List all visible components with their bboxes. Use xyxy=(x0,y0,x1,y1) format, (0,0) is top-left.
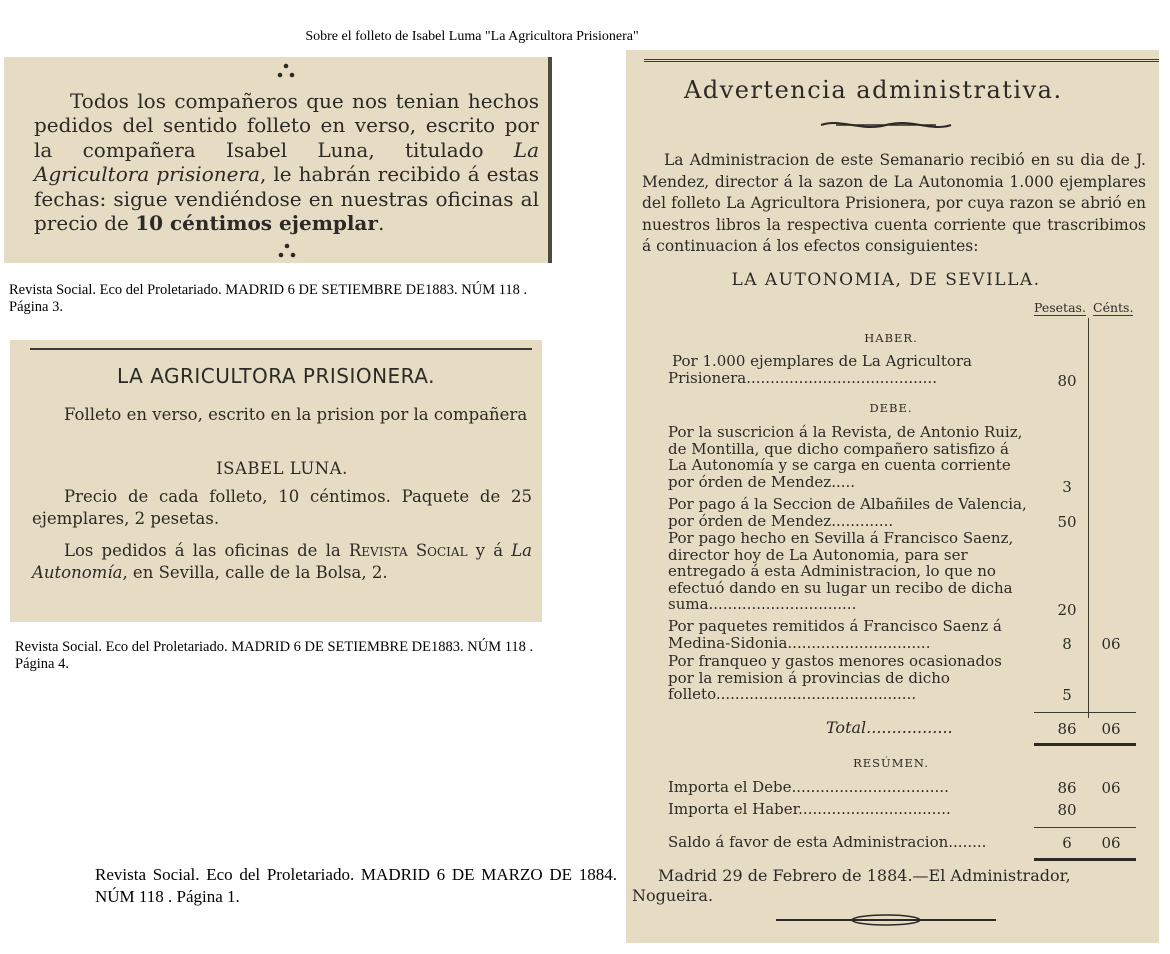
clipping-1-title-italic: La Agricultora prisionera xyxy=(34,137,539,187)
column-pesetas: Pesetas. xyxy=(1034,300,1086,315)
ornament-dots-bottom xyxy=(272,241,302,263)
clipping-2-orders xyxy=(32,540,532,584)
total-rule xyxy=(1034,743,1136,746)
debe-item-pesetas: 5 xyxy=(1062,686,1072,704)
debe-item: Por paquetes remitidos á Francisco Saenz á Medina-Sidonia.............................. xyxy=(668,617,1002,652)
clipping-1-price-bold: 10 céntimos ejemplar xyxy=(135,211,378,236)
orders-revista: Revista Social xyxy=(348,541,468,560)
subtotal-rule xyxy=(1034,712,1136,713)
orders-text-c: y á xyxy=(467,541,512,560)
orders-autonomia: La Autonomía xyxy=(32,541,532,582)
page-title: Sobre el folleto de Isabel Luma "La Agricultora Prisionera" xyxy=(305,29,639,44)
debe-item-pesetas: 20 xyxy=(1057,601,1077,619)
ornament-flourish xyxy=(816,117,956,136)
column-rule xyxy=(548,57,552,263)
top-rule xyxy=(644,59,1159,62)
debe-item: Por pago á la Seccion de Albañiles de Valencia, por órden de Mendez............. xyxy=(668,495,1027,530)
debe-item: Por franqueo y gastos menores ocasionados por la remision á provincias de dicho folleto.......................................... xyxy=(668,652,1002,703)
resumen-item-pesetas: 80 xyxy=(1057,801,1077,819)
signature-line: Madrid 29 de Febrero de 1884.—El Administrador, Nogueira. xyxy=(632,866,1071,905)
debe-heading: DEBE. xyxy=(869,401,913,415)
clipping-2-author: ISABEL LUNA. xyxy=(216,459,348,478)
resumen-heading: RESÚMEN. xyxy=(853,756,929,770)
debe-item: Por la suscricion á la Revista, de Antonio Ruiz, de Montilla, que dicho compañero satisfizo á La Autonomía y se carga en cuenta corriente por órden de Mendez..... xyxy=(668,423,1023,491)
haber-heading: HABER. xyxy=(864,331,918,345)
newspaper-clipping-2 xyxy=(10,340,542,622)
account-subtitle: LA AUTONOMIA, DE SEVILLA. xyxy=(731,270,1041,290)
haber-item-pesetas: 80 xyxy=(1057,372,1077,390)
resumen-item-cents: 06 xyxy=(1101,779,1121,797)
saldo-cents: 06 xyxy=(1101,834,1121,852)
resumen-item-pesetas: 86 xyxy=(1057,779,1077,797)
column-cents: Cénts. xyxy=(1093,300,1134,315)
orders-text-e: , en Sevilla, calle de la Bolsa, 2. xyxy=(122,563,388,582)
caption-3: Revista Social. Eco del Proletariado. MADRID 6 DE MARZO DE 1884. NÚM 118 . Página 1. xyxy=(95,865,617,906)
newspaper-clipping-1 xyxy=(4,57,552,263)
total-cents: 06 xyxy=(1101,720,1121,738)
total-pesetas: 86 xyxy=(1057,720,1077,738)
cents-column-rule xyxy=(1088,318,1089,718)
clipping-3-intro: La Administracion de este Semanario recibió en su dia de J. Mendez, director á la sazon de La Autonomia 1.000 ejemplares del folleto La Agricultora Prisionera, por cuya razon se abrió en nuestros libros la respectiva cuenta corriente que trascribimos á continuacion á los efectos consiguientes: xyxy=(642,151,1146,255)
debe-item-pesetas: 3 xyxy=(1062,478,1072,496)
debe-item-pesetas: 8 xyxy=(1062,635,1072,653)
total-label: Total................. xyxy=(826,718,953,737)
debe-item-cents: 06 xyxy=(1101,635,1121,653)
clipping-2-price: Precio de cada folleto, 10 céntimos. Paquete de 25 ejemplares, 2 pesetas. xyxy=(32,487,532,528)
caption-2: Revista Social. Eco del Proletariado. MADRID 6 DE SETIEMBRE DE1883. NÚM 118 . Página 4. xyxy=(15,639,534,672)
clipping-3-title: Advertencia administrativa. xyxy=(684,76,1063,104)
clipping-2-line1: Folleto en verso, escrito en la prision por la compañera xyxy=(64,405,528,424)
resumen-rule xyxy=(1034,827,1136,828)
clipping-1-text xyxy=(34,89,539,235)
haber-item: Por 1.000 ejemplares de La Agricultora Prisionera........................................ xyxy=(668,352,972,387)
caption-1: Revista Social. Eco del Proletariado. MADRID 6 DE SETIEMBRE DE1883. NÚM 118 . Página 3. xyxy=(9,282,528,315)
saldo-rule xyxy=(1034,858,1136,861)
ornament-bottom xyxy=(776,912,996,931)
top-rule xyxy=(30,348,532,350)
clipping-1-text-c: , le habrán recibido á estas fechas: sigue vendiéndose en nuestras oficinas al precio de xyxy=(34,162,539,236)
clipping-2-title: LA AGRICULTORA PRISIONERA. xyxy=(117,364,435,388)
clipping-1-text-e: . xyxy=(377,211,385,236)
debe-item: Por pago hecho en Sevilla á Francisco Saenz, director hoy de La Autonomia, para ser entregado á esta Administracion, lo que no efectuó dando en su lugar un recibo de dicha suma............................... xyxy=(668,529,1014,613)
newspaper-clipping-3 xyxy=(626,50,1159,943)
saldo-pesetas: 6 xyxy=(1062,834,1072,852)
saldo-label: Saldo á favor de esta Administracion........ xyxy=(668,833,987,851)
clipping-1-text-a: Todos los compañeros que nos tenian hechos pedidos del sentido folleto en verso, escrito por la compañera Isabel Luna, titulado xyxy=(34,89,539,162)
orders-text-a: Los pedidos á las oficinas de la xyxy=(64,541,349,560)
resumen-item: Importa el Haber................................ xyxy=(668,800,951,818)
ornament-dots xyxy=(271,61,301,85)
resumen-item: Importa el Debe................................. xyxy=(668,778,949,796)
debe-item-pesetas: 50 xyxy=(1057,513,1077,531)
